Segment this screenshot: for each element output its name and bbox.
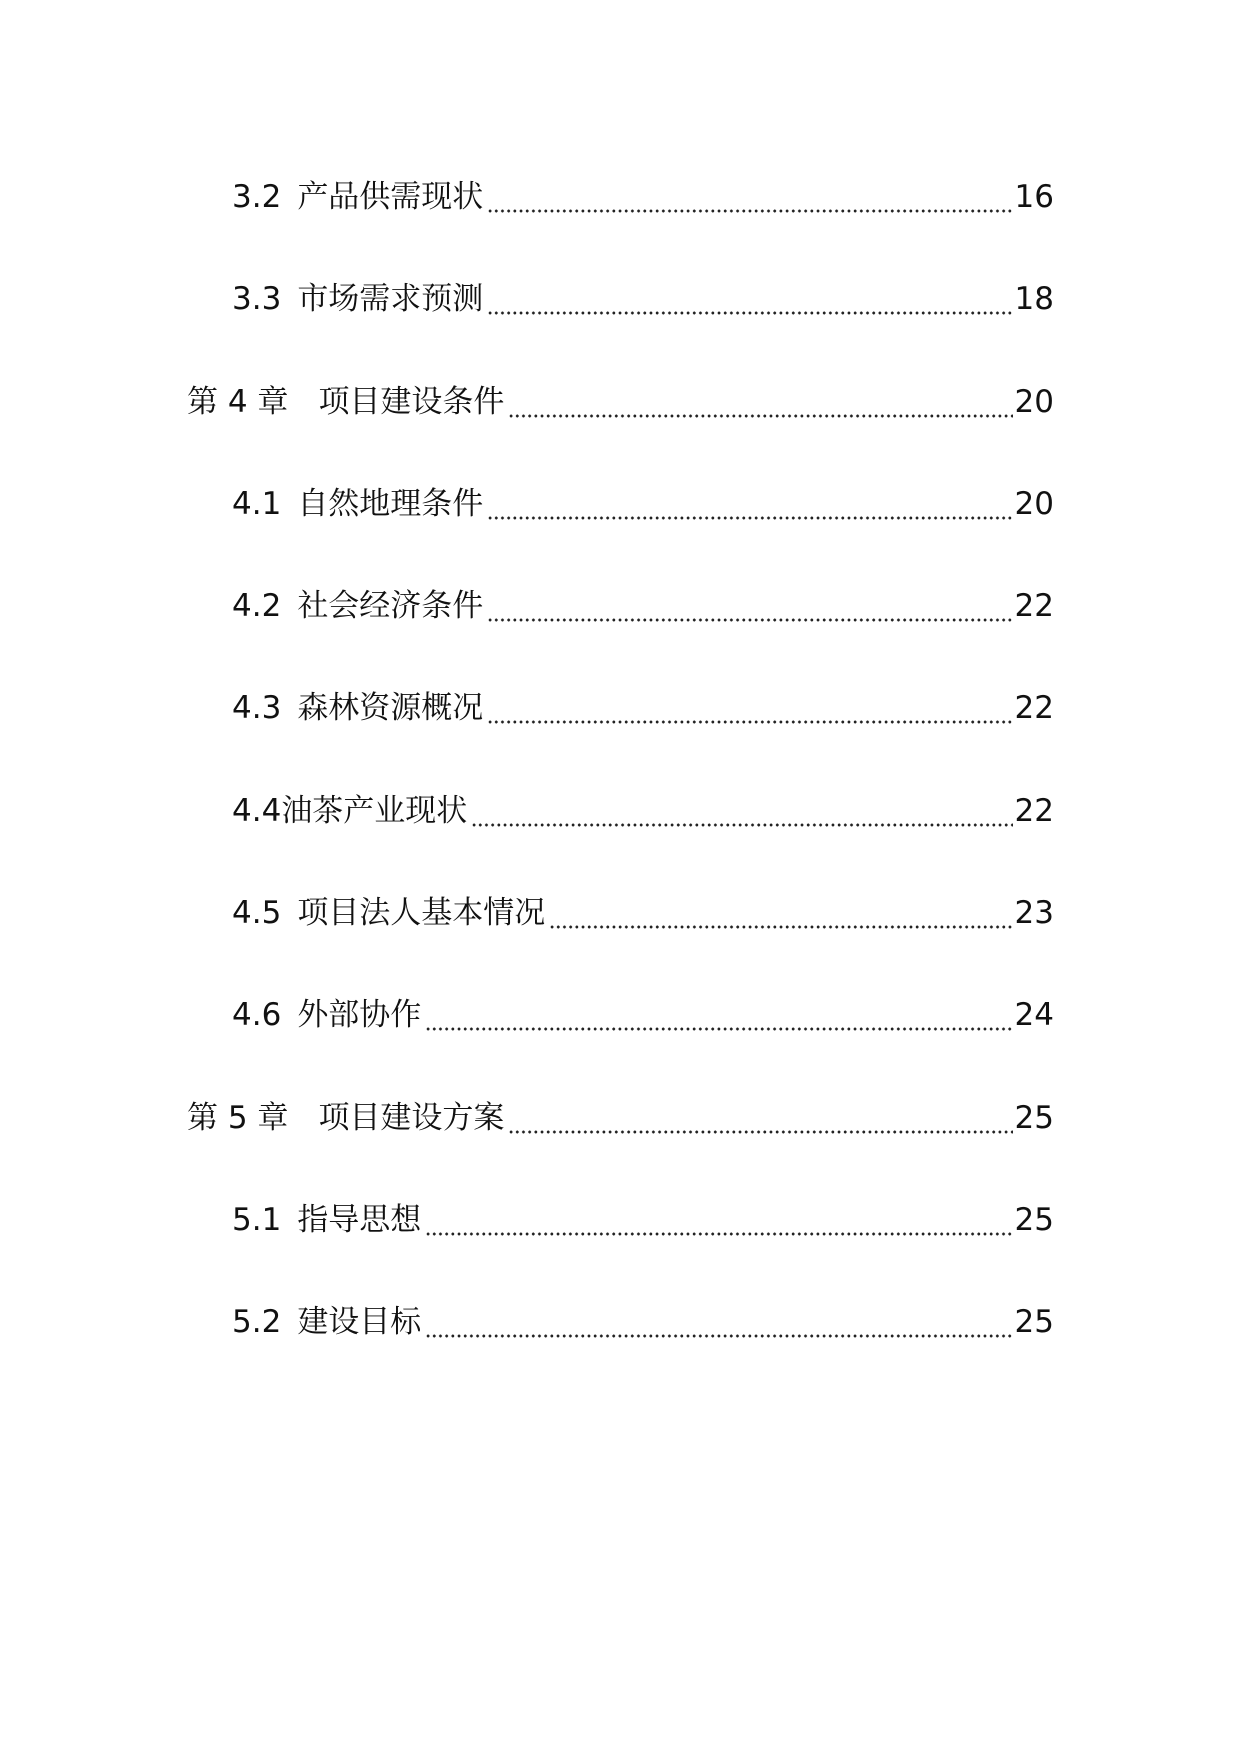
dot-leader (425, 1300, 1012, 1344)
toc-entry-page: 23 (1014, 895, 1054, 931)
toc-entry-page: 25 (1014, 1100, 1054, 1136)
toc-entry-title: 项目建设条件 (318, 384, 505, 420)
toc-entry-title: 建设目标 (297, 1304, 422, 1340)
toc-entry-number: 4.5 (232, 895, 282, 931)
toc-entry-page: 24 (1014, 997, 1054, 1033)
dot-leader (487, 175, 1012, 219)
toc-entry-5-1[interactable] (232, 1198, 1054, 1242)
toc-entry-page: 25 (1014, 1304, 1054, 1340)
toc-entry-title: 项目法人基本情况 (297, 895, 546, 931)
toc-entry-4-6[interactable] (232, 993, 1054, 1037)
toc-entry-title: 产品供需现状 (297, 179, 484, 215)
toc-entry-title: 油茶产业现状 (281, 793, 468, 829)
toc-entry-title: 指导思想 (297, 1202, 422, 1238)
toc-entry-number: 4.2 (232, 588, 282, 624)
dot-leader (487, 277, 1012, 321)
toc-entry-number: 5.2 (232, 1304, 282, 1340)
toc-entry-4-3[interactable] (232, 686, 1054, 730)
toc-entry-4-2[interactable] (232, 584, 1054, 628)
toc-entry-4-5[interactable] (232, 891, 1054, 935)
toc-entry-number: 第 5 章 (187, 1100, 289, 1136)
dot-leader (487, 584, 1012, 628)
toc-entry-page: 22 (1014, 690, 1054, 726)
toc-entry-3-3[interactable] (232, 277, 1054, 321)
toc-entry-page: 20 (1014, 384, 1054, 420)
toc-entry-title: 社会经济条件 (297, 588, 484, 624)
toc-entry-number: 3.2 (232, 179, 282, 215)
toc-entry-number: 4.6 (232, 997, 282, 1033)
toc-entry-5-2[interactable] (232, 1300, 1054, 1344)
dot-leader (471, 789, 1012, 833)
toc-entry-title: 自然地理条件 (297, 486, 484, 522)
toc-entry-4-1[interactable] (232, 482, 1054, 526)
toc-entry-page: 16 (1014, 179, 1054, 215)
toc-entry-title: 森林资源概况 (297, 690, 484, 726)
toc-entry-4-4[interactable] (232, 789, 1054, 833)
dot-leader (487, 482, 1012, 526)
dot-leader (487, 686, 1012, 730)
toc-entry-page: 18 (1014, 281, 1054, 317)
toc-entry-number: 3.3 (232, 281, 282, 317)
toc-entry-chapter-5[interactable] (187, 1096, 1054, 1140)
toc-entry-title: 市场需求预测 (297, 281, 484, 317)
toc-entry-page: 25 (1014, 1202, 1054, 1238)
toc-entry-3-2[interactable] (232, 175, 1054, 219)
dot-leader (508, 380, 1012, 424)
toc-entry-number: 第 4 章 (187, 384, 289, 420)
toc-entry-number: 5.1 (232, 1202, 282, 1238)
toc-entry-chapter-4[interactable] (187, 380, 1054, 424)
toc-entry-page: 22 (1014, 588, 1054, 624)
dot-leader (508, 1096, 1012, 1140)
dot-leader (425, 1198, 1012, 1242)
toc-entry-number: 4.1 (232, 486, 282, 522)
toc-entry-page: 22 (1014, 793, 1054, 829)
toc-entry-number: 4.3 (232, 690, 282, 726)
toc-entry-title: 外部协作 (297, 997, 422, 1033)
dot-leader (549, 891, 1012, 935)
toc-entry-number: 4.4 (232, 793, 282, 829)
dot-leader (425, 993, 1012, 1037)
toc-entry-title: 项目建设方案 (318, 1100, 505, 1136)
toc-entry-page: 20 (1014, 486, 1054, 522)
